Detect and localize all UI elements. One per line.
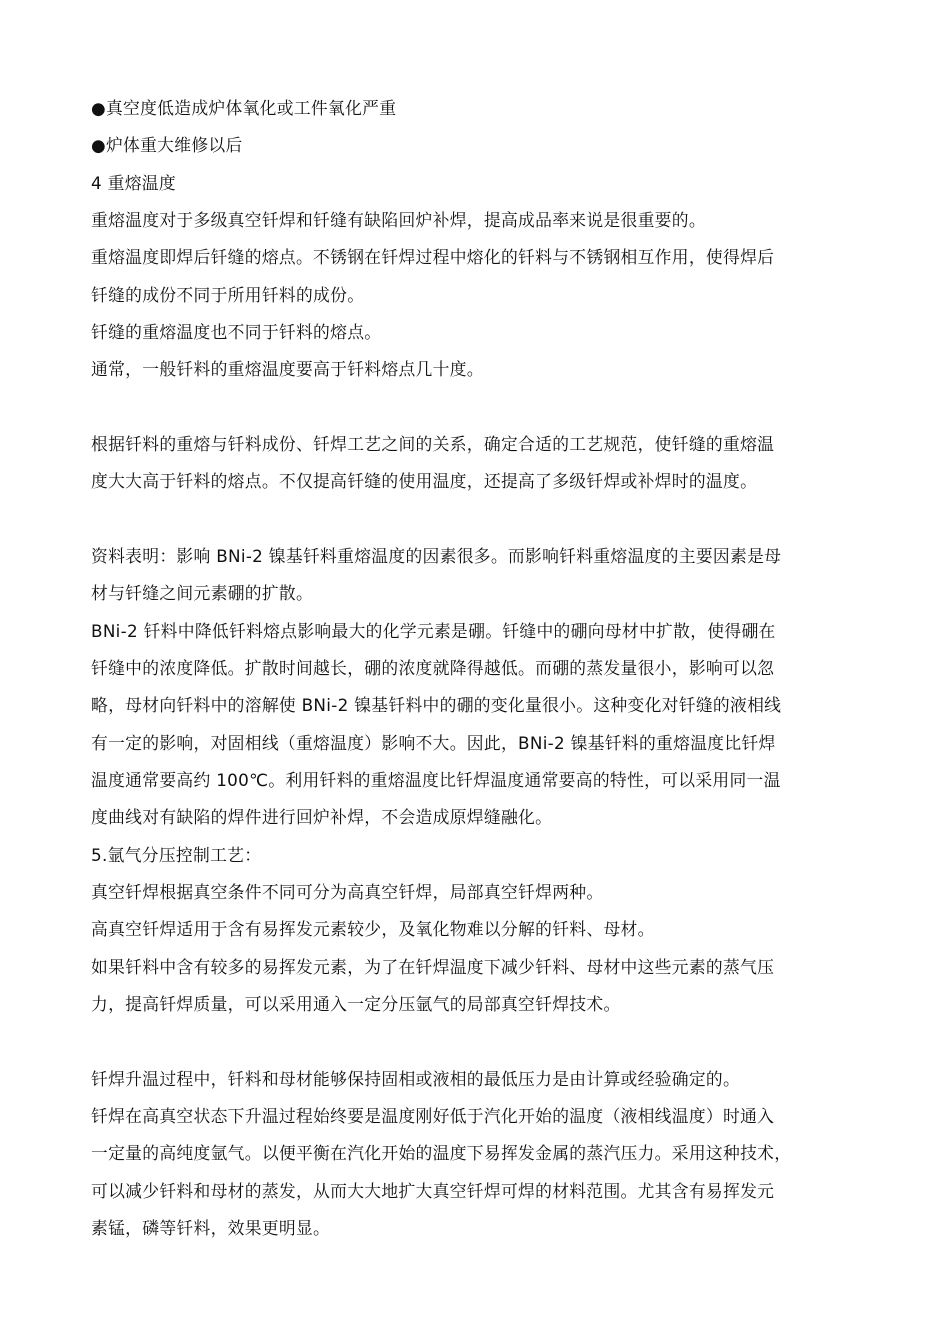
- paragraph-line: 可以减少钎料和母材的蒸发，从而大大地扩大真空钎焊可焊的材料范围。尤其含有易挥发元: [91, 1181, 775, 1201]
- bullet-line-furnace-repair: ●炉体重大维修以后: [91, 135, 243, 155]
- paragraph-line: 资料表明：影响 BNi-2 镍基钎料重熔温度的因素很多。而影响钎料重熔温度的主要因素是母: [91, 546, 782, 566]
- paragraph-line: 通常，一般钎料的重熔温度要高于钎料熔点几十度。: [91, 359, 484, 379]
- paragraph-line: 钎缝的成份不同于所用钎料的成份。: [91, 285, 365, 305]
- bullet-line-vacuum-oxidation: ●真空度低造成炉体氧化或工件氧化严重: [91, 98, 397, 118]
- paragraph-line: 钎缝的重熔温度也不同于钎料的熔点。: [91, 322, 382, 342]
- paragraph-line: BNi-2 钎料中降低钎料熔点影响最大的化学元素是硼。钎缝中的硼向母材中扩散，使得硼在: [91, 621, 776, 641]
- paragraph-line: 略，母材向钎料中的溶解使 BNi-2 镍基钎料中的硼的变化量很小。这种变化对钎缝的液相线: [91, 695, 782, 715]
- paragraph-line: 钎焊升温过程中，钎料和母材能够保持固相或液相的最低压力是由计算或经验确定的。: [91, 1069, 741, 1089]
- paragraph-line: 一定量的高纯度氩气。以便平衡在汽化开始的温度下易挥发金属的蒸汽压力。采用这种技术，: [91, 1143, 792, 1163]
- paragraph-line: 钎焊在高真空状态下升温过程始终要是温度刚好低于汽化开始的温度（液相线温度）时通入: [91, 1106, 775, 1126]
- paragraph-line: 钎缝中的浓度降低。扩散时间越长，硼的浓度就降得越低。而硼的蒸发量很小，影响可以忽: [91, 658, 775, 678]
- section-heading-remelt-temp: 4 重熔温度: [91, 173, 176, 193]
- paragraph-line: 度曲线对有缺陷的焊件进行回炉补焊，不会造成原焊缝融化。: [91, 807, 553, 827]
- paragraph-line: 重熔温度即焊后钎缝的熔点。不锈钢在钎焊过程中熔化的钎料与不锈钢相互作用，使得焊后: [91, 247, 775, 267]
- paragraph-line: 材与钎缝之间元素硼的扩散。: [91, 583, 314, 603]
- paragraph-line: 力，提高钎焊质量，可以采用通入一定分压氩气的局部真空钎焊技术。: [91, 994, 621, 1014]
- section-heading-argon-partial-pressure: 5.氩气分压控制工艺：: [91, 845, 262, 865]
- paragraph-line: 高真空钎焊适用于含有易挥发元素较少，及氧化物难以分解的钎料、母材。: [91, 919, 655, 939]
- paragraph-line: 根据钎料的重熔与钎料成份、钎焊工艺之间的关系，确定合适的工艺规范，使钎缝的重熔温: [91, 434, 775, 454]
- paragraph-line: 度大大高于钎料的熔点。不仅提高钎缝的使用温度，还提高了多级钎焊或补焊时的温度。: [91, 471, 758, 491]
- paragraph-line: 真空钎焊根据真空条件不同可分为高真空钎焊，局部真空钎焊两种。: [91, 882, 604, 902]
- paragraph-line: 如果钎料中含有较多的易挥发元素，为了在钎焊温度下减少钎料、母材中这些元素的蒸气压: [91, 957, 775, 977]
- paragraph-line: 温度通常要高约 100℃。利用钎料的重熔温度比钎焊温度通常要高的特性，可以采用同一温: [91, 770, 781, 790]
- paragraph-line: 有一定的影响，对固相线（重熔温度）影响不大。因此，BNi-2 镍基钎料的重熔温度比钎焊: [91, 733, 776, 753]
- paragraph-line: 素锰，磷等钎料，效果更明显。: [91, 1218, 331, 1238]
- paragraph-line: 重熔温度对于多级真空钎焊和钎缝有缺陷回炉补焊，提高成品率来说是很重要的。: [91, 210, 706, 230]
